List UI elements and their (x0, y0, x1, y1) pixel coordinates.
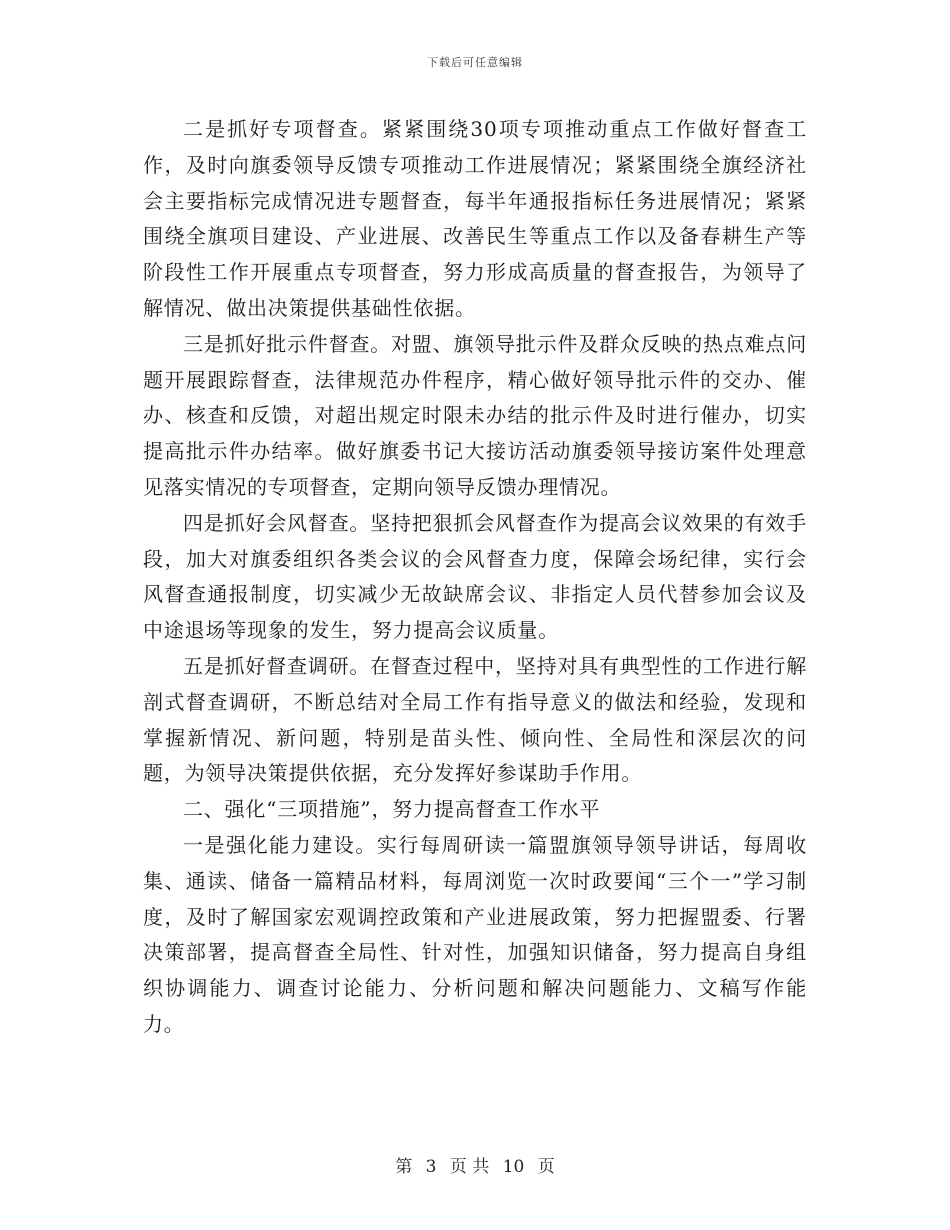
paragraph-instruction-supervision: 三是抓好批示件督查。对盟、旗领导批示件及群众反映的热点难点问题开展跟踪督查，法律规范办件程序，精心做好领导批示件的交办、催办、核查和反馈，对超出规定时限未办结的批示件及时进行催办，切实提高批示件办结率。做好旗委书记大接访活动旗委领导接访案件处理意见落实情况的专项督查，定期向领导反馈办理情况。 (143, 331, 807, 499)
total-pages-number: 10 (502, 1157, 525, 1177)
paragraph-capacity-building: 一是强化能力建设。实行每周研读一篇盟旗领导领导讲话，每周收集、通读、储备一篇精品材料，每周浏览一次时政要闻“三个一”学习制度，及时了解国家宏观调控政策和产业进展政策，努力把握盟委、行署决策部署，提高督查全局性、针对性，加强知识储备，努力提高自身组织协调能力、调查讨论能力、分析问题和解决问题能力、文稿写作能力。 (143, 832, 807, 1036)
section-heading: 二、强化“三项措施”，努力提高督查工作水平 (183, 797, 601, 822)
paragraph-meeting-supervision: 四是抓好会风督查。坚持把狠抓会风督查作为提高会议效果的有效手段，加大对旗委组织各类会议的会风督查力度，保障会场纪律，实行会风督查通报制度，切实减少无故缺席会议、非指定人员代替参加会议及中途退场等现象的发生，努力提高会议质量。 (143, 510, 807, 643)
page-footer (0, 1152, 950, 1177)
footer-suffix: 页 (537, 1157, 555, 1177)
document-body (143, 112, 807, 1043)
paragraph-special-supervision: 二是抓好专项督查。紧紧围绕30项专项推动重点工作做好督查工作，及时向旗委领导反馈专项推动工作进展情况；紧紧围绕全旗经济社会主要指标完成情况进专题督查，每半年通报指标任务进展情况；紧紧围绕全旗项目建设、产业进展、改善民生等重点工作以及备春耕生产等阶段性工作开展重点专项督查，努力形成高质量的督查报告，为领导了解情况、做出决策提供基础性依据。 (143, 117, 807, 320)
footer-middle: 页 共 (449, 1157, 490, 1177)
page-header: 下载后可任意编辑 (427, 56, 523, 69)
paragraph-supervision-research: 五是抓好督查调研。在督查过程中，坚持对具有典型性的工作进行解剖式督查调研，不断总结对全局工作有指导意义的做法和经验，发现和掌握新情况、新问题，特别是苗头性、倾向性、全局性和深层次的问题，为领导决策提供依据，充分发挥好参谋助手作用。 (143, 653, 807, 786)
footer-prefix: 第 (395, 1157, 413, 1177)
current-page-number: 3 (425, 1157, 437, 1177)
